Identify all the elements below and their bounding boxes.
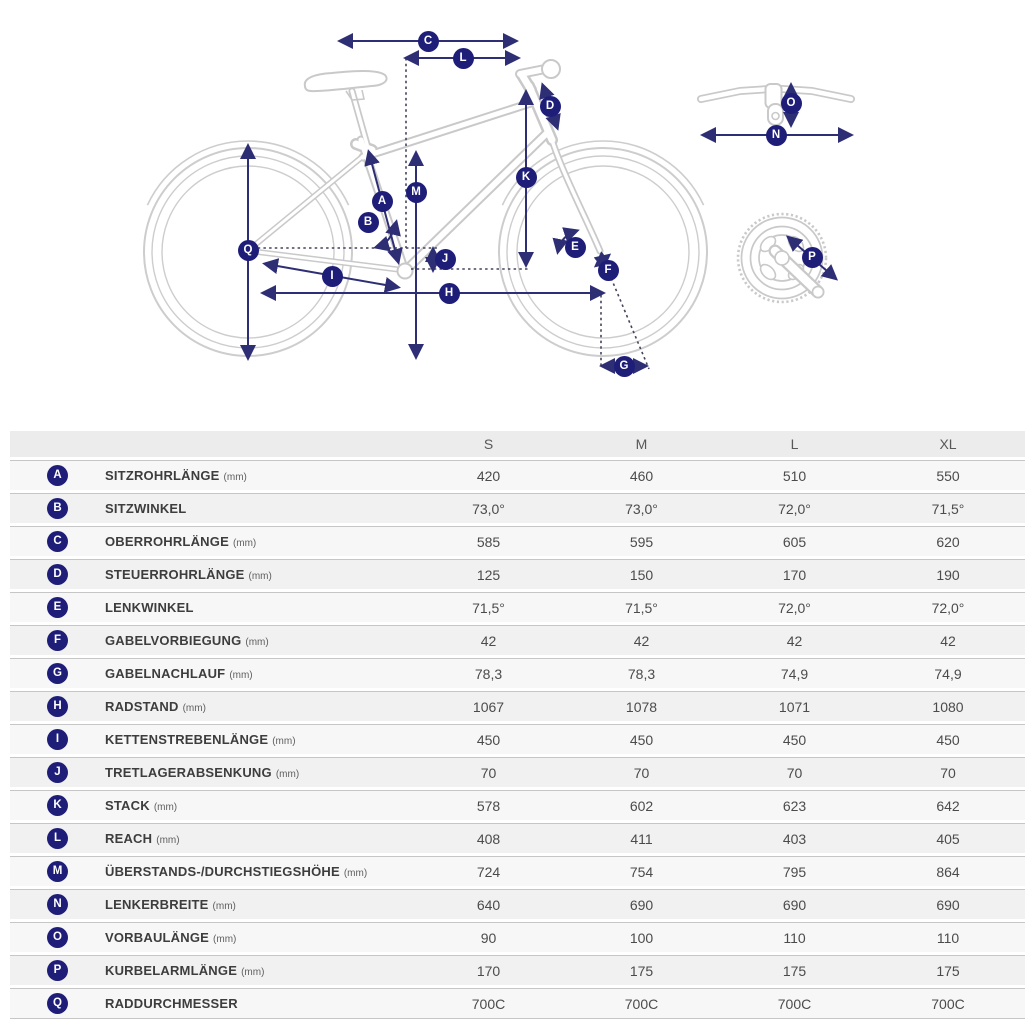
- row-letter-cell: [10, 922, 105, 952]
- geometry-table-head-row: [10, 431, 1025, 457]
- row-value: 460: [565, 460, 718, 490]
- row-value: 175: [871, 955, 1025, 985]
- row-unit: (mm): [213, 933, 237, 945]
- row-value: 70: [412, 757, 565, 787]
- row-label: SITZROHRLÄNGE: [105, 467, 220, 483]
- row-value: 1078: [565, 691, 718, 721]
- row-letter-badge: H: [47, 696, 68, 717]
- diagram-label-p: P: [802, 247, 823, 268]
- row-label: OBERROHRLÄNGE: [105, 533, 229, 549]
- row-letter-badge: M: [47, 861, 68, 882]
- row-value: 864: [871, 856, 1025, 886]
- row-value: 690: [718, 889, 871, 919]
- row-label: ÜBERSTANDS-/DURCHSTIEGSHÖHE: [105, 863, 340, 879]
- row-letter-badge: P: [47, 960, 68, 981]
- row-letter-cell: [10, 493, 105, 523]
- diagram-label-h: H: [439, 283, 460, 304]
- row-value: 642: [871, 790, 1025, 820]
- row-letter-badge: C: [47, 531, 68, 552]
- row-value: 700C: [871, 988, 1025, 1019]
- table-row: [10, 823, 1025, 853]
- row-label: STEUERROHRLÄNGE: [105, 566, 245, 582]
- row-letter-badge: K: [47, 795, 68, 816]
- row-value: 73,0°: [565, 493, 718, 523]
- row-unit: (mm): [229, 669, 253, 681]
- table-row: [10, 988, 1025, 1019]
- row-label-cell: [105, 526, 412, 556]
- row-letter-cell: [10, 625, 105, 655]
- row-value: 72,0°: [871, 592, 1025, 622]
- row-letter-cell: [10, 724, 105, 754]
- row-unit: (mm): [153, 801, 178, 813]
- row-unit: (mm): [245, 636, 269, 648]
- row-label: STACK: [105, 797, 150, 813]
- row-label: KETTENSTREBENLÄNGE: [105, 731, 269, 747]
- table-row: [10, 691, 1025, 721]
- row-value: 602: [565, 790, 718, 820]
- row-value: 42: [871, 625, 1025, 655]
- row-unit: (mm): [241, 966, 265, 978]
- row-value: 700C: [565, 988, 718, 1019]
- row-unit: (mm): [212, 900, 236, 912]
- row-unit: (mm): [223, 471, 247, 483]
- geometry-table-body: [10, 460, 1025, 1019]
- row-label: TRETLAGERABSENKUNG: [105, 764, 272, 780]
- row-label-cell: [105, 823, 412, 853]
- row-value: 510: [718, 460, 871, 490]
- row-label: GABELNACHLAUF: [105, 665, 226, 681]
- row-letter-badge: F: [47, 630, 68, 651]
- row-label: VORBAULÄNGE: [105, 929, 210, 945]
- row-label-cell: [105, 922, 412, 952]
- row-label-cell: [105, 790, 412, 820]
- row-value: 90: [412, 922, 565, 952]
- row-letter-badge: D: [47, 564, 68, 585]
- row-value: 42: [565, 625, 718, 655]
- diagram-label-i: I: [322, 266, 343, 287]
- row-value: 1067: [412, 691, 565, 721]
- row-value: 125: [412, 559, 565, 589]
- row-letter-cell: [10, 988, 105, 1019]
- row-label-cell: [105, 493, 412, 523]
- row-value: 170: [412, 955, 565, 985]
- row-value: 42: [412, 625, 565, 655]
- table-row: [10, 955, 1025, 985]
- row-letter-cell: [10, 658, 105, 688]
- row-value: 620: [871, 526, 1025, 556]
- row-label-cell: [105, 658, 412, 688]
- row-value: 595: [565, 526, 718, 556]
- row-value: 450: [412, 724, 565, 754]
- row-label: GABELVORBIEGUNG: [105, 632, 242, 648]
- table-row: [10, 757, 1025, 787]
- row-letter-badge: O: [47, 927, 68, 948]
- row-value: 170: [718, 559, 871, 589]
- diagram-label-m: M: [406, 182, 427, 203]
- row-unit: (mm): [248, 570, 272, 582]
- diagram-label-g: G: [614, 356, 635, 377]
- table-row: [10, 922, 1025, 952]
- diagram-label-b: B: [358, 212, 379, 233]
- row-letter-cell: [10, 559, 105, 589]
- handlebar-front-view: [701, 84, 851, 125]
- row-label: REACH: [105, 830, 153, 846]
- row-value: 450: [718, 724, 871, 754]
- row-letter-badge: I: [47, 729, 68, 750]
- empty-header-cell: [10, 431, 412, 457]
- row-letter-badge: E: [47, 597, 68, 618]
- row-unit: (mm): [232, 537, 257, 549]
- diagram-label-f: F: [598, 260, 619, 281]
- row-label: LENKERBREITE: [105, 896, 209, 912]
- size-column-header: S: [412, 431, 565, 457]
- bike-diagram-drawing: [0, 0, 1035, 428]
- row-value: 1071: [718, 691, 871, 721]
- row-letter-cell: [10, 889, 105, 919]
- table-row: [10, 625, 1025, 655]
- row-value: 71,5°: [412, 592, 565, 622]
- row-value: 411: [565, 823, 718, 853]
- row-label-cell: [105, 988, 412, 1019]
- row-label-cell: [105, 625, 412, 655]
- row-label: LENKWINKEL: [105, 599, 194, 615]
- row-value: 700C: [718, 988, 871, 1019]
- row-label-cell: [105, 460, 412, 490]
- table-row: [10, 526, 1025, 556]
- row-value: 78,3: [412, 658, 565, 688]
- row-letter-badge: B: [47, 498, 68, 519]
- row-letter-cell: [10, 823, 105, 853]
- row-label-cell: [105, 889, 412, 919]
- row-value: 71,5°: [871, 493, 1025, 523]
- row-value: 754: [565, 856, 718, 886]
- row-letter-badge: N: [47, 894, 68, 915]
- row-value: 190: [871, 559, 1025, 589]
- row-unit: (mm): [272, 735, 296, 747]
- row-value: 450: [871, 724, 1025, 754]
- bike-geometry-diagram: [0, 0, 1035, 428]
- row-value: 724: [412, 856, 565, 886]
- row-letter-badge: Q: [47, 993, 68, 1014]
- row-value: 795: [718, 856, 871, 886]
- row-letter-cell: [10, 526, 105, 556]
- diagram-label-j: J: [435, 249, 456, 270]
- row-value: 690: [871, 889, 1025, 919]
- row-label-cell: [105, 724, 412, 754]
- diagram-label-d: D: [540, 96, 561, 117]
- row-value: 450: [565, 724, 718, 754]
- row-value: 74,9: [871, 658, 1025, 688]
- row-value: 690: [565, 889, 718, 919]
- row-value: 110: [871, 922, 1025, 952]
- row-unit: (mm): [343, 867, 368, 879]
- row-unit: (mm): [275, 768, 300, 780]
- row-value: 70: [871, 757, 1025, 787]
- row-value: 408: [412, 823, 565, 853]
- row-letter-cell: [10, 691, 105, 721]
- diagram-label-o: O: [781, 93, 802, 114]
- row-value: 700C: [412, 988, 565, 1019]
- row-value: 70: [565, 757, 718, 787]
- row-label: RADDURCHMESSER: [105, 995, 238, 1011]
- diagram-label-l: L: [453, 48, 474, 69]
- row-value: 640: [412, 889, 565, 919]
- row-value: 550: [871, 460, 1025, 490]
- row-value: 110: [718, 922, 871, 952]
- row-letter-cell: [10, 592, 105, 622]
- size-column-header: XL: [871, 431, 1025, 457]
- dotted-reference-lines: [252, 58, 649, 369]
- size-column-header: M: [565, 431, 718, 457]
- row-letter-cell: [10, 460, 105, 490]
- row-value: 71,5°: [565, 592, 718, 622]
- table-row: [10, 592, 1025, 622]
- row-letter-cell: [10, 856, 105, 886]
- table-row: [10, 460, 1025, 490]
- row-label: RADSTAND: [105, 698, 179, 714]
- diagram-label-a: A: [372, 191, 393, 212]
- row-unit: (mm): [156, 834, 180, 846]
- table-row: [10, 856, 1025, 886]
- row-label-cell: [105, 757, 412, 787]
- row-value: 623: [718, 790, 871, 820]
- diagram-label-n: N: [766, 125, 787, 146]
- row-value: 72,0°: [718, 493, 871, 523]
- size-column-header: L: [718, 431, 871, 457]
- row-letter-badge: G: [47, 663, 68, 684]
- row-value: 605: [718, 526, 871, 556]
- row-letter-cell: [10, 790, 105, 820]
- row-letter-cell: [10, 757, 105, 787]
- row-value: 578: [412, 790, 565, 820]
- row-value: 73,0°: [412, 493, 565, 523]
- row-value: 420: [412, 460, 565, 490]
- row-unit: (mm): [182, 702, 206, 714]
- row-value: 175: [718, 955, 871, 985]
- row-label-cell: [105, 691, 412, 721]
- geometry-table: [10, 428, 1025, 1022]
- row-label: KURBELARMLÄNGE: [105, 962, 238, 978]
- row-value: 100: [565, 922, 718, 952]
- row-value: 585: [412, 526, 565, 556]
- table-row: [10, 658, 1025, 688]
- diagram-label-c: C: [418, 31, 439, 52]
- row-value: 70: [718, 757, 871, 787]
- row-label: SITZWINKEL: [105, 500, 187, 516]
- row-letter-badge: J: [47, 762, 68, 783]
- diagram-label-q: Q: [238, 240, 259, 261]
- table-row: [10, 724, 1025, 754]
- table-row: [10, 889, 1025, 919]
- diagram-label-e: E: [565, 237, 586, 258]
- row-label-cell: [105, 856, 412, 886]
- row-value: 72,0°: [718, 592, 871, 622]
- row-value: 405: [871, 823, 1025, 853]
- row-value: 1080: [871, 691, 1025, 721]
- table-row: [10, 790, 1025, 820]
- row-value: 74,9: [718, 658, 871, 688]
- row-letter-badge: A: [47, 465, 68, 486]
- row-label-cell: [105, 592, 412, 622]
- diagram-label-k: K: [516, 167, 537, 188]
- row-letter-cell: [10, 955, 105, 985]
- row-value: 42: [718, 625, 871, 655]
- row-value: 78,3: [565, 658, 718, 688]
- table-row: [10, 559, 1025, 589]
- row-value: 403: [718, 823, 871, 853]
- table-row: [10, 493, 1025, 523]
- row-value: 175: [565, 955, 718, 985]
- row-letter-badge: L: [47, 828, 68, 849]
- row-value: 150: [565, 559, 718, 589]
- row-label-cell: [105, 955, 412, 985]
- row-label-cell: [105, 559, 412, 589]
